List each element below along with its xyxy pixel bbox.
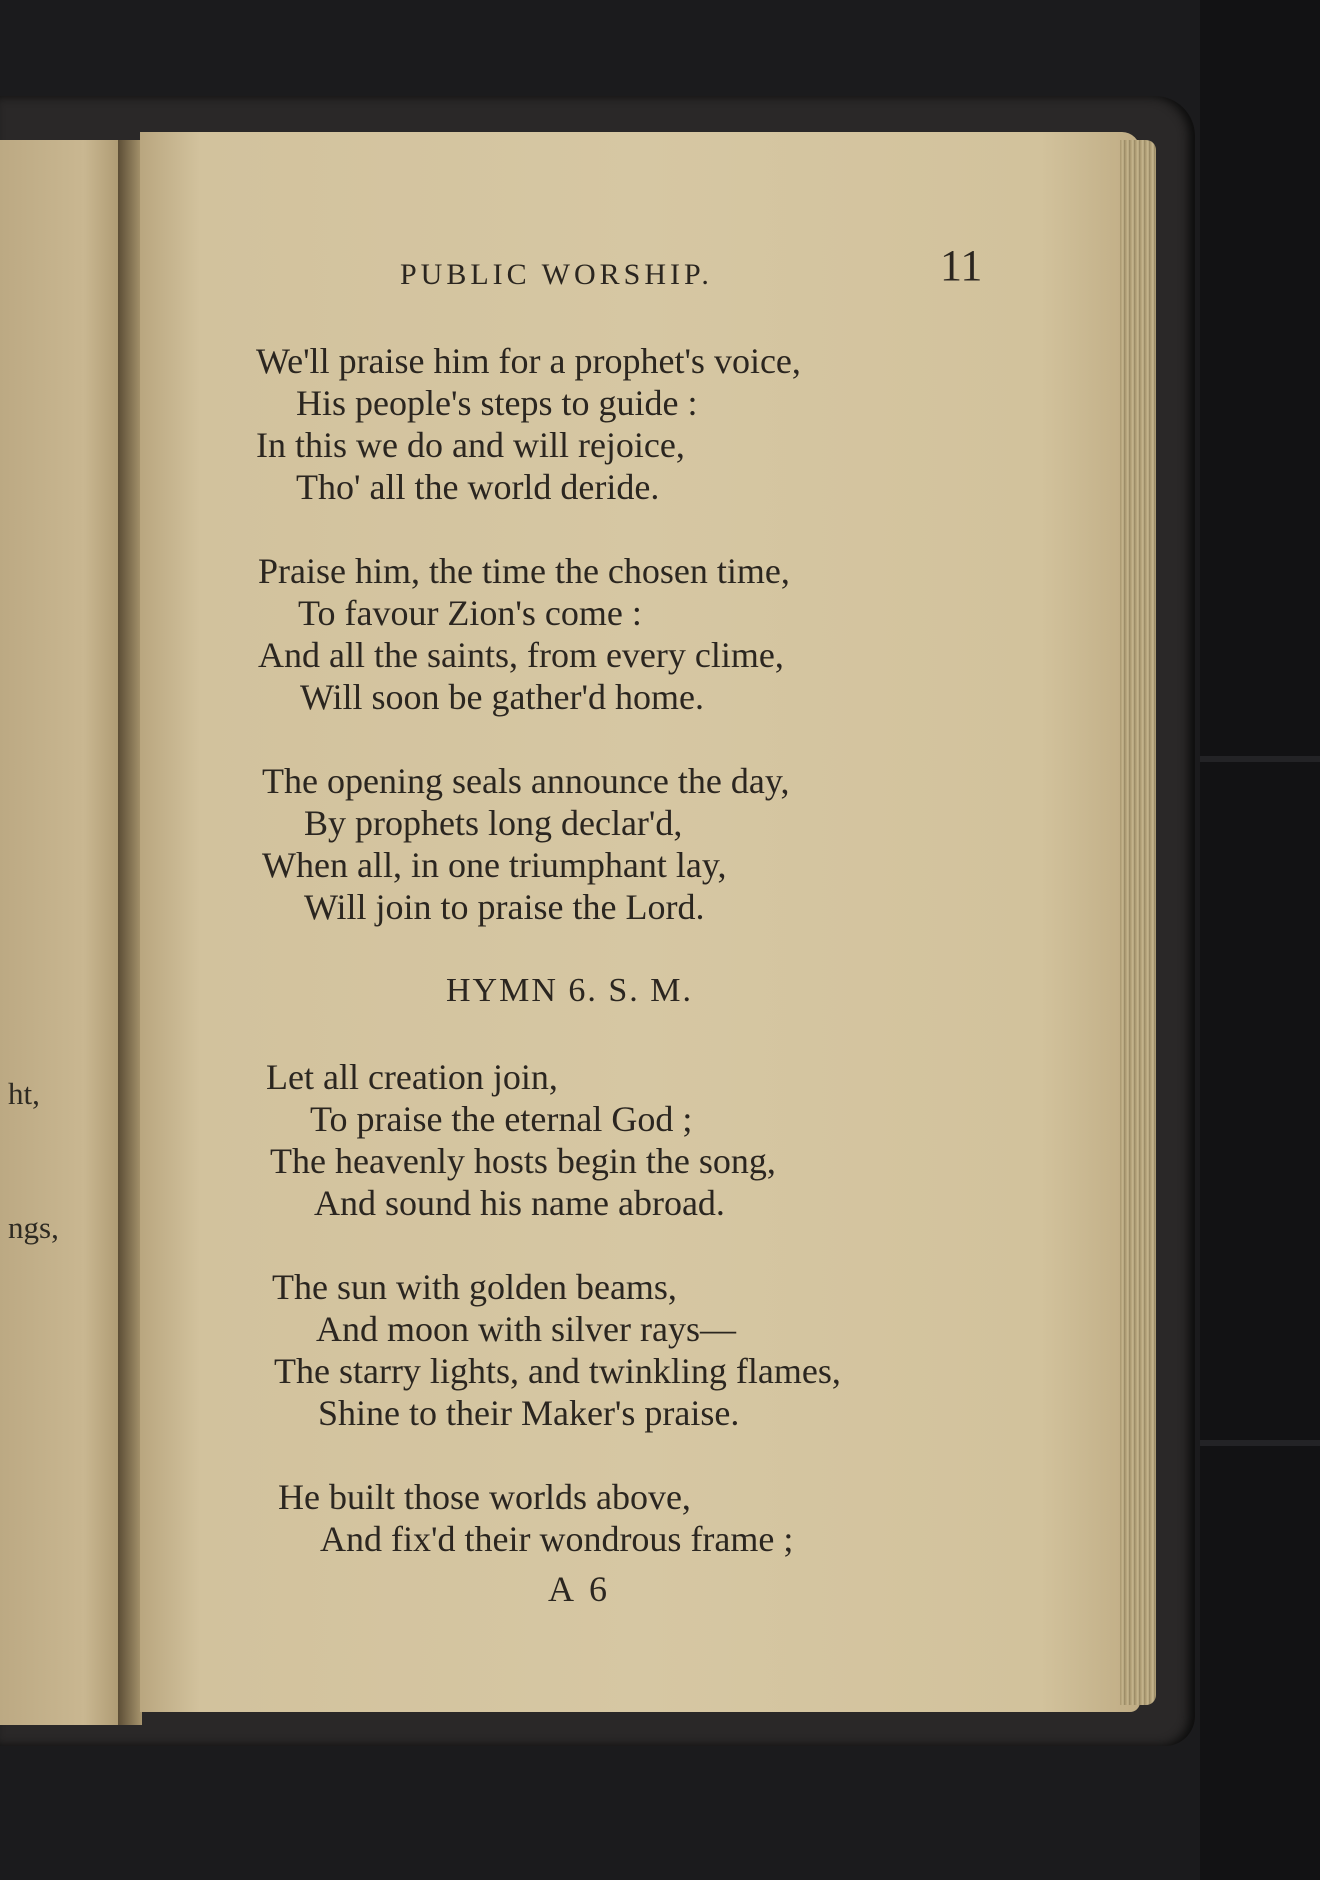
left-page-fragment: ht, bbox=[8, 1076, 40, 1111]
verse-line: And sound his name abroad. bbox=[314, 1183, 725, 1223]
verse-line: The heavenly hosts begin the song, bbox=[270, 1141, 776, 1181]
verse-line: And all the saints, from every clime, bbox=[258, 635, 784, 675]
verse-line: His people's steps to guide : bbox=[296, 383, 698, 423]
book-gutter bbox=[118, 140, 142, 1725]
verse-line: He built those worlds above, bbox=[278, 1477, 691, 1517]
verse-line: To favour Zion's come : bbox=[298, 593, 642, 633]
verse-line: By prophets long declar'd, bbox=[304, 803, 683, 843]
verse-line: The sun with golden beams, bbox=[272, 1267, 677, 1307]
signature-mark: A 6 bbox=[548, 1569, 612, 1609]
left-page-fragment: ngs, bbox=[8, 1210, 59, 1245]
verse-line: And fix'd their wondrous frame ; bbox=[320, 1519, 794, 1559]
verse-line: To praise the eternal God ; bbox=[310, 1099, 693, 1139]
verse-line: Let all creation join, bbox=[266, 1057, 558, 1097]
verse-line: Praise him, the time the chosen time, bbox=[258, 551, 790, 591]
verse-line: Will soon be gather'd home. bbox=[300, 677, 704, 717]
hymn-heading: HYMN 6. S. M. bbox=[446, 972, 694, 1009]
verse-line: In this we do and will rejoice, bbox=[256, 425, 685, 465]
verse-line: We'll praise him for a prophet's voice, bbox=[256, 341, 801, 381]
backdrop-seam bbox=[1200, 1440, 1320, 1446]
running-head: PUBLIC WORSHIP. bbox=[400, 258, 713, 291]
verse-line: The starry lights, and twinkling flames, bbox=[274, 1351, 841, 1391]
page-edges bbox=[1120, 140, 1156, 1705]
verse-line: The opening seals announce the day, bbox=[262, 761, 790, 801]
verse-line: Tho' all the world deride. bbox=[296, 467, 660, 507]
backdrop-seam bbox=[1200, 756, 1320, 762]
page-number: 11 bbox=[940, 241, 983, 290]
verse-line: Shine to their Maker's praise. bbox=[318, 1393, 740, 1433]
verse-line: And moon with silver rays— bbox=[316, 1309, 736, 1349]
verse-line: Will join to praise the Lord. bbox=[304, 887, 705, 927]
verse-line: When all, in one triumphant lay, bbox=[262, 845, 727, 885]
backdrop-right bbox=[1200, 0, 1320, 1880]
